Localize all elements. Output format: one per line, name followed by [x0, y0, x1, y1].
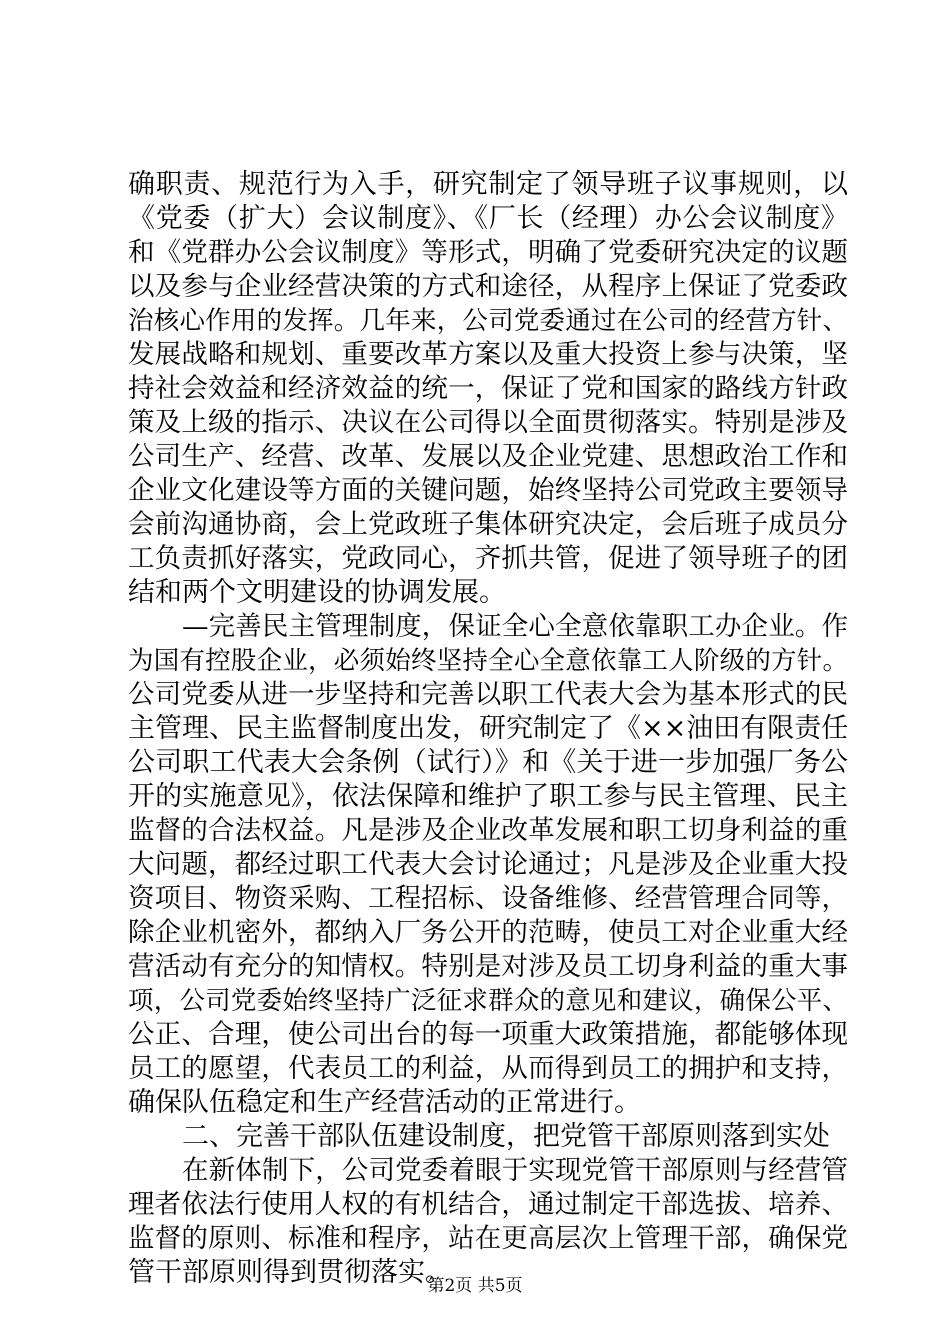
page-footer [0, 1271, 950, 1296]
text-line: 结和两个文明建设的协调发展。 [128, 577, 506, 608]
text-line: 会前沟通协商，会上党政班子集体研究决定，会后班子成员分 [128, 509, 848, 540]
text-line: 持社会效益和经济效益的统一，保证了党和国家的路线方针政 [128, 373, 848, 404]
text-line: 工负责抓好落实，党政同心，齐抓共管，促进了领导班子的团 [128, 543, 848, 574]
text-line: 在新体制下，公司党委着眼于实现党管干部原则与经营管 [182, 1155, 848, 1186]
text-line: 资项目、物资采购、工程招标、设备维修、经营管理合同等， [128, 883, 848, 914]
text-line: 确保队伍稳定和生产经营活动的正常进行。 [128, 1087, 641, 1118]
text-line: 除企业机密外，都纳入厂务公开的范畴，使员工对企业重大经 [128, 917, 848, 948]
text-line: 监督的合法权益。凡是涉及企业改革发展和职工切身利益的重 [128, 815, 848, 846]
text-line: 《党委（扩大）会议制度》、《厂长（经理）办公会议制度》 [128, 203, 848, 234]
text-line: 发展战略和规划、重要改革方案以及重大投资上参与决策，坚 [128, 339, 848, 370]
text-line: 监督的原则、标准和程序，站在更高层次上管理干部，确保党 [128, 1223, 848, 1254]
text-line: 策及上级的指示、决议在公司得以全面贯彻落实。特别是涉及 [128, 407, 848, 438]
text-line: 项，公司党委始终坚持广泛征求群众的意见和建议，确保公平、 [128, 986, 848, 1016]
text-line: 公司生产、经营、改革、发展以及企业党建、思想政治工作和 [128, 441, 848, 472]
text-line: 二、完善干部队伍建设制度，把党管干部原则落到实处 [182, 1121, 830, 1152]
text-line: 和《党群办公会议制度》等形式，明确了党委研究决定的议题 [128, 237, 848, 268]
text-line: 为国有控股企业，必须始终坚持全心全意依靠工人阶级的方针。 [128, 646, 848, 676]
text-line: 员工的愿望，代表员工的利益，从而得到员工的拥护和支持， [128, 1053, 848, 1084]
paragraph [128, 1154, 848, 1290]
text-line: —完善民主管理制度，保证全心全意依靠职工办企业。作 [182, 611, 848, 642]
text-line: 公司党委从进一步坚持和完善以职工代表大会为基本形式的民 [128, 679, 848, 710]
paragraph [128, 168, 848, 610]
page-number: 第2页 共5页 [427, 1276, 523, 1296]
text-line: 公正、合理，使公司出台的每一项重大政策措施，都能够体现 [128, 1019, 848, 1050]
text-line: 开的实施意见》，依法保障和维护了职工参与民主管理、民主 [128, 781, 848, 812]
document-body [128, 168, 848, 1290]
text-line: 营活动有充分的知情权。特别是对涉及员工切身利益的重大事 [128, 951, 848, 982]
text-line: 企业文化建设等方面的关键问题，始终坚持公司党政主要领导 [128, 475, 848, 506]
paragraph [128, 610, 848, 1120]
text-line: 治核心作用的发挥。几年来，公司党委通过在公司的经营方针、 [128, 306, 848, 336]
text-line: 确职责、规范行为入手，研究制定了领导班子议事规则，以 [128, 169, 848, 200]
text-line: 以及参与企业经营决策的方式和途径，从程序上保证了党委政 [128, 271, 848, 302]
text-line: 理者依法行使用人权的有机结合，通过制定干部选拔、培养、 [128, 1189, 848, 1220]
text-line: 管干部原则得到贯彻落实。 [128, 1257, 452, 1288]
section-heading [128, 1120, 848, 1154]
text-line: 公司职工代表大会条例（试行）》和《关于进一步加强厂务公 [128, 747, 848, 778]
text-line: 大问题，都经过职工代表大会讨论通过；凡是涉及企业重大投 [128, 849, 848, 880]
text-line: 主管理、民主监督制度出发，研究制定了《××油田有限责任 [128, 713, 849, 744]
